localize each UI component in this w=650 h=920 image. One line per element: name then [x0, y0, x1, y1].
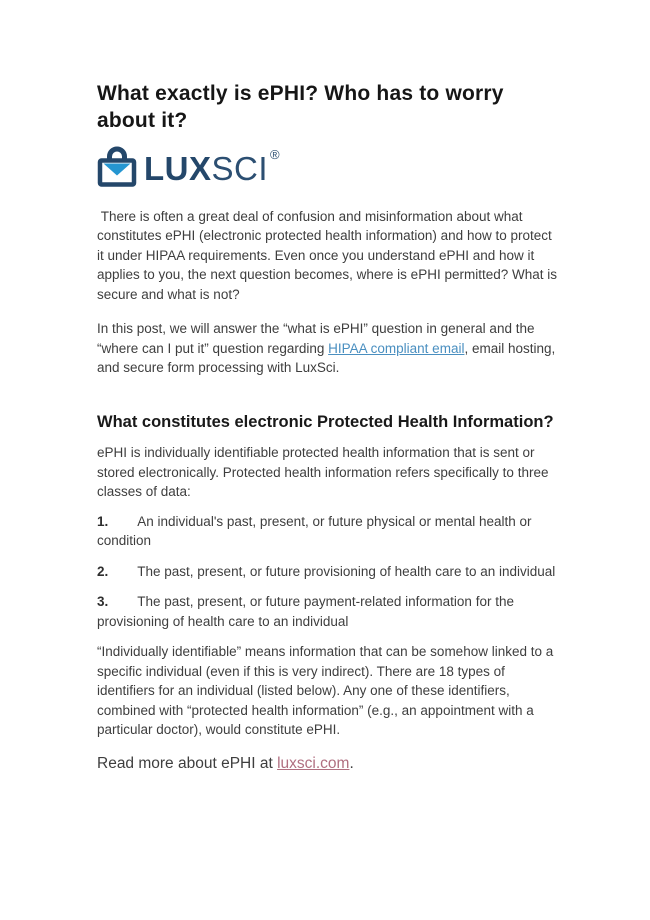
registered-trademark-symbol: ® — [270, 147, 281, 163]
list-number: 3. — [97, 594, 109, 610]
logo-lux-text: LUX — [144, 150, 212, 188]
individually-identifiable-paragraph: “Individually identifiable” means information that can be somehow linked to a specific individual (even if this is very indirect). There are 18 types of identifiers for an individual (listed below). Any one of these identifiers, combined with “protected health information” (e.g., an appointment with a particular doctor), would constitute ePHI. — [97, 644, 558, 738]
luxsci-logo — [97, 148, 557, 190]
logo-sci-text: SCI — [211, 150, 269, 188]
paragraph-text: , email hosting, and secure form processing with LuxSci. — [97, 340, 560, 376]
ephi-definition-paragraph: ePHI is individually identifiable protected health information that is sent or stored electronically. Protected health information refers specifically to three classes of data: — [97, 445, 553, 500]
list-number: 1. — [97, 513, 109, 529]
read-more-period: . — [349, 754, 354, 772]
page-title: What exactly is ePHI? Who has to worry about it? — [97, 82, 504, 133]
list-item-1 — [97, 512, 557, 551]
read-more-text: Read more about ePHI at — [97, 754, 278, 772]
luxsci-com-link[interactable]: luxsci.com — [277, 754, 350, 772]
list-item-text: The past, present, or future provisioning of health care to an individual — [137, 563, 556, 579]
hipaa-compliant-email-link[interactable]: HIPAA compliant email — [328, 340, 465, 356]
list-item-2 — [97, 562, 557, 582]
list-item-text: The past, present, or future payment-related information for the provisioning of health care to an individual — [97, 594, 518, 629]
post-overview-paragraph — [97, 319, 560, 378]
intro-paragraph: There is often a great deal of confusion and misinformation about what constitutes ePHI (electronic protected health information) and how to protect it under HIPAA requirements. Even once you understand ePHI and how it applies to you, the next question becomes, where is ePHI permitted? What is secure and what is not? — [97, 208, 561, 302]
list-item-3 — [97, 592, 557, 631]
list-number: 2. — [97, 563, 109, 579]
read-more-line — [97, 753, 557, 775]
luxsci-wordmark — [144, 147, 281, 188]
section-heading-what-constitutes-ephi: What constitutes electronic Protected Health Information? — [97, 412, 554, 431]
paragraph-text: In this post, we will answer the “what is ePHI” question in general and the “where can I put it” question regarding — [97, 321, 539, 356]
list-item-text: An individual's past, present, or future physical or mental health or condition — [97, 513, 536, 549]
lock-envelope-icon — [97, 145, 137, 192]
